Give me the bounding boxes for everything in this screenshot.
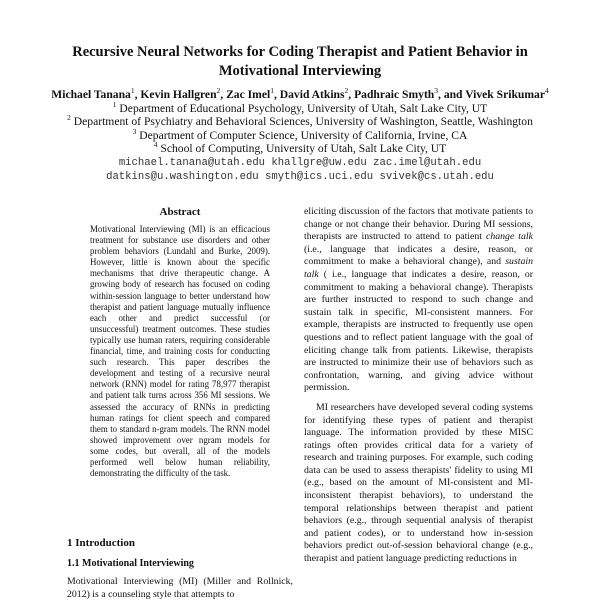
email-block (10, 157, 590, 184)
affiliation-line: $^2$ Department of Psychiatry and Behavioral Sciences, University of Washington, Seattle, Washington (67, 113, 533, 128)
email-line: datkins@u.washington.edu smyth@ics.uci.edu svivek@cs.utah.edu (106, 170, 494, 183)
author-list: Michael Tanana$^1$, Kevin Hallgren$^2$, Zac Imel$^1$, David Atkins$^2$, Padhraic Smyth$^3$, and Vivek Srikumar$^4$ (51, 86, 549, 101)
author-name: Michael Tanana (51, 88, 131, 101)
author-name: David Atkins (279, 88, 345, 101)
affiliation-line: $^4$ School of Computing, University of Utah, Salt Lake City, UT (153, 140, 447, 155)
paper-title: Recursive Neural Networks for Coding Therapist and Patient Behavior in Motivational Interviewing (72, 44, 528, 79)
term-change-talk: change talk (486, 231, 534, 243)
email-line: michael.tanana@utah.edu khallgre@uw.edu zac.imel@utah.edu (118, 157, 482, 169)
author-name: Kevin Hallgren (140, 88, 217, 101)
author-affil-mark: 1 (130, 86, 135, 96)
subsection-heading: 1.1 Motivational Interviewing (67, 558, 194, 569)
section-heading: 1 Introduction (67, 537, 135, 549)
author-affil-mark: 2 (216, 86, 221, 96)
affiliation-line: $^1$ Department of Educational Psychology, University of Utah, Salt Lake City, UT (112, 99, 488, 115)
intro-paragraph (67, 576, 293, 601)
intro-text: Motivational Interviewing (MI) (Miller and Rollnick, 2012) is a counseling style that attempts to (67, 576, 293, 600)
author-name: Padhraic Smyth (354, 88, 435, 101)
right-column (304, 206, 533, 566)
term-sustain-talk: sustain talk (304, 256, 533, 280)
affiliation-line: $^3$ Department of Computer Science, University of California, Irvine, CA (132, 126, 468, 142)
body-paragraph: MI researchers have developed several coding systems for identifying these types of patient and therapist language. The information provided by these MISC ratings often provides critical data for a variety of research and training purposes. For example, such coding data can be used to assess therapists' fidelity to using MI (e.g., based on the amount of MI-consistent and MI-inconsistent therapist behaviors), to understand the temporal relationships between therapist and patient behaviors (e.g., through sequential analysis of therapist and patient codes), or to understand how in-session behaviors predict out-of-session behavioral change (e.g., therapist and patient language predicting reductions in (304, 401, 533, 565)
author-affil-mark: 3 (434, 86, 439, 96)
body-paragraph: eliciting discussion of the factors that motivate patients to change or not change their behavior. During MI sessions, therapists are instructed to attend to patient change talk (i.e., language that indicates a desire, reason, or commitment to make a behavioral change), and sustain talk ( i.e., language that indicates a desire, reason, or commitment to making a behavioral change). Therapists are further instructed to respond to such change and sustain talk in specific, MI-consistent manners. For example, therapists are instructed to frequently use open questions and to reflect patient language with the goal of eliciting change talk from patients. Likewise, therapists are instructed to minimize their use of behaviors such as confrontation, warning, and giving advice without permission. (304, 206, 534, 394)
author-affil-mark: 1 (270, 86, 274, 96)
author-name: Vivek Srikumar (465, 88, 545, 101)
author-block (10, 88, 590, 156)
abstract-text: Motivational Interviewing (MI) is an efficacious treatment for substance use disorders and other problem behaviors (Lundahl and Burke, 2009). However, little is known about the specific mechanisms that drive therapeutic change. A growing body of research has focused on coding within-session language to better understand how therapist and patient language mutually influence each other and predict successful (or unsuccessful) treatment outcomes. These studies typically use human raters, requiring considerable financial, time, and training costs for conducting such research. This paper describes the development and testing of a recursive neural network (RNN) model for rating 78,977 therapist and patient talk turns across 356 MI sessions. We assessed the accuracy of RNNs in predicting human ratings for client speech and compared them to standard n-gram models. The RNN model showed improvement over ngram models for some codes, but overall, all of the models performed well below human reliability, demonstrating the difficulty of the task. (90, 224, 270, 479)
author-name: Zac Imel (226, 88, 271, 101)
author-affil-mark: 4 (544, 86, 549, 96)
author-affil-mark: 2 (344, 86, 349, 96)
abstract-heading: Abstract (159, 206, 201, 218)
